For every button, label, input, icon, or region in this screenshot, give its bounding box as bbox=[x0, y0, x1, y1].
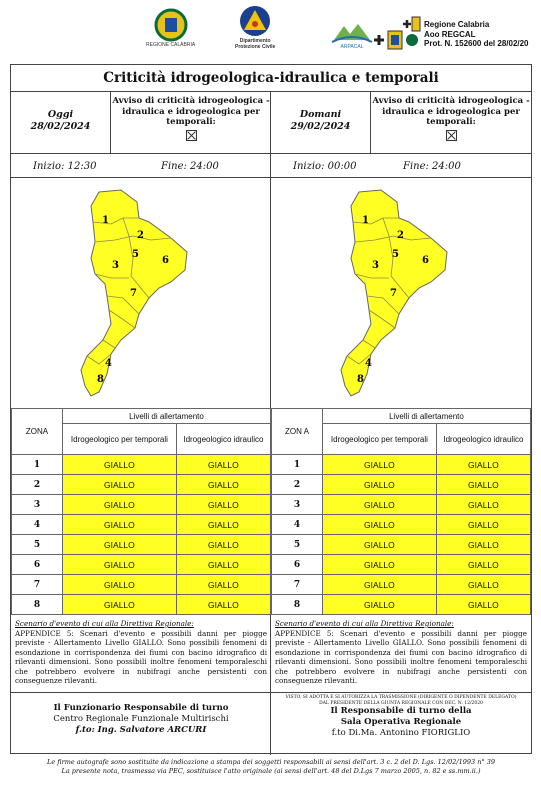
tomorrow-zone-4: 4 bbox=[272, 515, 323, 535]
tomorrow-zone-7-level-2: GIALLO bbox=[436, 575, 530, 595]
tomorrow-map-zone-label-4: 4 bbox=[365, 358, 372, 369]
tomorrow-zone-1-level-2: GIALLO bbox=[436, 455, 530, 475]
today-zone-2-level-2: GIALLO bbox=[176, 475, 270, 495]
today-map-zone-label-8: 8 bbox=[97, 374, 104, 385]
tomorrow-col-idraulico: Idrogeologico idraulico bbox=[436, 424, 530, 455]
tomorrow-scenario-heading: Scenario d'evento di cui alla Direttiva Regionale: bbox=[275, 619, 454, 628]
protezione-civile-emblem-icon bbox=[238, 4, 272, 38]
tomorrow-zone-8-level-1: GIALLO bbox=[323, 595, 437, 615]
tomorrow-map-zone-label-5: 5 bbox=[392, 249, 399, 260]
tomorrow-zona-header: ZON A bbox=[272, 409, 323, 455]
tomorrow-zone-6: 6 bbox=[272, 555, 323, 575]
today-col-idraulico: Idrogeologico idraulico bbox=[176, 424, 270, 455]
footer-right-line1: Il Responsabile di turno della bbox=[330, 706, 472, 716]
tomorrow-map-zone-label-3: 3 bbox=[372, 260, 379, 271]
footer-right-signature: f.to Di.Ma. Antonino FIORIGLIO bbox=[331, 728, 471, 738]
tomorrow-map bbox=[271, 178, 531, 408]
today-start: Inizio: 12:30 bbox=[33, 161, 97, 172]
today-row-8 bbox=[12, 595, 271, 615]
region-line-2: Aoo REGCAL bbox=[424, 29, 476, 39]
today-zone-4-level-1: GIALLO bbox=[63, 515, 177, 535]
today-scenario-heading: Scenario d'evento di cui alla Direttiva Regionale: bbox=[15, 619, 194, 628]
tomorrow-map-zone-label-7: 7 bbox=[390, 288, 397, 299]
today-day-cell bbox=[11, 91, 111, 153]
tomorrow-zone-8-level-2: GIALLO bbox=[436, 595, 530, 615]
tomorrow-zone-3-level-2: GIALLO bbox=[436, 495, 530, 515]
tomorrow-zone-8: 8 bbox=[272, 595, 323, 615]
today-row-7 bbox=[12, 575, 271, 595]
today-zone-5-level-1: GIALLO bbox=[63, 535, 177, 555]
today-avviso-cell bbox=[111, 91, 271, 153]
tomorrow-avviso-text: Avviso di criticità idrogeologica - idraulica e idrogeologica per temporali: bbox=[372, 96, 530, 127]
tomorrow-zone-5: 5 bbox=[272, 535, 323, 555]
footer-left-line1: Il Funzionario Responsabile di turno bbox=[53, 703, 229, 713]
today-calabria-map bbox=[11, 178, 271, 408]
today-zone-5-level-2: GIALLO bbox=[176, 535, 270, 555]
today-zone-5: 5 bbox=[12, 535, 63, 555]
today-avviso-text: Avviso di criticità idrogeologica - idraulica e idrogeologica per temporali: bbox=[112, 96, 270, 127]
today-zone-1-level-1: GIALLO bbox=[63, 455, 177, 475]
today-zone-6-level-1: GIALLO bbox=[63, 555, 177, 575]
tomorrow-end: Fine: 24:00 bbox=[403, 161, 461, 172]
tomorrow-zone-5-level-2: GIALLO bbox=[436, 535, 530, 555]
tomorrow-col-idrogeologico: Idrogeologico per temporali bbox=[323, 424, 437, 455]
tomorrow-start: Inizio: 00:00 bbox=[293, 161, 357, 172]
protocol-block bbox=[424, 20, 529, 49]
today-header bbox=[11, 91, 271, 178]
logo-left-label: REGIONE CALABRIA bbox=[146, 42, 196, 48]
today-zone-3-level-2: GIALLO bbox=[176, 495, 270, 515]
today-scenario bbox=[13, 617, 269, 688]
today-label: Oggi bbox=[47, 109, 74, 120]
footer-right-note: VISTO, SI ADOTTA E SI AUTORIZZA LA TRASMISSIONE (DIRIGENTE O DIPENDENTE DELEGATO) DAL PRESIDENTE DELLA GIUNTA REGIONALE CON DEC. N. 12/2020 bbox=[285, 695, 517, 706]
tomorrow-zone-1: 1 bbox=[272, 455, 323, 475]
today-map-zone-label-2: 2 bbox=[137, 230, 144, 241]
today-map-zone-label-5: 5 bbox=[132, 249, 139, 260]
document-header bbox=[0, 0, 541, 60]
tomorrow-alert-table bbox=[271, 408, 531, 615]
tomorrow-scenario-text: APPENDICE 5: Scenari d'evento e possibili danni per piogge previste - Allertamento Livello GIALLO. Sono possibili fenomeni di esondazione in corrispondenza dei fiumi con bacino idrografico di rilevanti dimensioni. Sono possibili inoltre fenomeni temporaleschi che potrebbero evolvere in nubifragi anche persistenti con conseguenze rilevanti. bbox=[275, 628, 527, 685]
tomorrow-row-6 bbox=[272, 555, 531, 575]
today-zone-8-level-1: GIALLO bbox=[63, 595, 177, 615]
today-row-4 bbox=[12, 515, 271, 535]
tomorrow-zone-4-level-2: GIALLO bbox=[436, 515, 530, 535]
today-zone-7: 7 bbox=[12, 575, 63, 595]
tomorrow-row-7 bbox=[272, 575, 531, 595]
today-zone-7-level-2: GIALLO bbox=[176, 575, 270, 595]
logo-arpacal-label: ARPACAL bbox=[340, 44, 364, 50]
today-zone-8: 8 bbox=[12, 595, 63, 615]
today-date: 28/02/2024 bbox=[30, 121, 91, 132]
tomorrow-avviso-cell bbox=[371, 91, 531, 153]
tomorrow-zone-2-level-2: GIALLO bbox=[436, 475, 530, 495]
tomorrow-zone-7-level-1: GIALLO bbox=[323, 575, 437, 595]
tomorrow-row-1 bbox=[272, 455, 531, 475]
today-zone-4-level-2: GIALLO bbox=[176, 515, 270, 535]
today-zone-4: 4 bbox=[12, 515, 63, 535]
bottom-note-line2: La presente nota, trasmessa via PEC, sostituisce l'atto originale (ai sensi dell'art. 48 del D.Lgs 7 marzo 2005, n. 82 e ss.mm.ii.) bbox=[61, 767, 481, 775]
today-zone-1: 1 bbox=[12, 455, 63, 475]
today-zone-1-level-2: GIALLO bbox=[176, 455, 270, 475]
today-times bbox=[11, 153, 271, 178]
tomorrow-zone-3: 3 bbox=[272, 495, 323, 515]
tomorrow-map-zone-label-8: 8 bbox=[357, 374, 364, 385]
footer-right-line2: Sala Operativa Regionale bbox=[340, 717, 462, 727]
tomorrow-levels-header: Livelli di allertamento bbox=[323, 409, 531, 424]
logo-center-label-1: Dipartimento bbox=[239, 38, 271, 44]
today-map-zone-label-1: 1 bbox=[102, 215, 109, 226]
today-zone-6-level-2: GIALLO bbox=[176, 555, 270, 575]
today-alert-table bbox=[11, 408, 271, 615]
bulletin-title: Criticità idrogeologica-idraulica e temporali bbox=[11, 65, 531, 92]
tomorrow-map-zone-label-2: 2 bbox=[397, 230, 404, 241]
footer-left-signature: f.to: Ing. Salvatore ARCURI bbox=[75, 725, 207, 735]
today-map-zone-label-6: 6 bbox=[162, 255, 169, 266]
tomorrow-row-5 bbox=[272, 535, 531, 555]
tomorrow-label: Domani bbox=[299, 109, 342, 120]
tomorrow-zone-5-level-1: GIALLO bbox=[323, 535, 437, 555]
regione-calabria-emblem-icon bbox=[154, 8, 188, 42]
tomorrow-zone-7: 7 bbox=[272, 575, 323, 595]
tomorrow-zone-4-level-1: GIALLO bbox=[323, 515, 437, 535]
tomorrow-date: 29/02/2024 bbox=[290, 121, 351, 132]
today-avviso-checkbox bbox=[186, 130, 197, 141]
today-end: Fine: 24:00 bbox=[161, 161, 219, 172]
today-zone-3-level-1: GIALLO bbox=[63, 495, 177, 515]
tomorrow-zone-2: 2 bbox=[272, 475, 323, 495]
tomorrow-row-8 bbox=[272, 595, 531, 615]
tomorrow-map-zone-label-1: 1 bbox=[362, 215, 369, 226]
regione-calabria-logo bbox=[146, 8, 195, 48]
today-zone-6: 6 bbox=[12, 555, 63, 575]
today-zone-2-level-1: GIALLO bbox=[63, 475, 177, 495]
footer-left bbox=[11, 692, 271, 755]
tomorrow-zone-1-level-1: GIALLO bbox=[323, 455, 437, 475]
tomorrow-zone-3-level-1: GIALLO bbox=[323, 495, 437, 515]
today-scenario-text: APPENDICE 5: Scenari d'evento e possibili danni per piogge previste - Allertamento Livello GIALLO. Sono possibili fenomeni di esondazione in corrispondenza dei fiumi con bacino idrografico di rilevanti dimensioni. Sono possibili inoltre fenomeni temporaleschi che potrebbero evolvere in nubifragi anche persistenti con conseguenze rilevanti. bbox=[15, 628, 267, 685]
today-row-5 bbox=[12, 535, 271, 555]
bottom-note-line1: Le firme autografe sono sostituite da indicazione a stampa dei soggetti responsabili ai sensi dell'art. 3 c. 2 del D. Lgs. 12/02/1993 n° 39 bbox=[47, 758, 495, 766]
footer-right bbox=[271, 692, 531, 755]
tomorrow-avviso-checkbox bbox=[446, 130, 457, 141]
protocol-number: Prot. N. 152600 del 28/02/20 bbox=[424, 39, 529, 48]
today-row-3 bbox=[12, 495, 271, 515]
tomorrow-calabria-map bbox=[271, 178, 531, 408]
protezione-civile-logo bbox=[235, 4, 275, 50]
today-levels-header: Livelli di allertamento bbox=[63, 409, 271, 424]
tomorrow-row-4 bbox=[272, 515, 531, 535]
today-zone-3: 3 bbox=[12, 495, 63, 515]
bottom-note bbox=[10, 758, 532, 776]
today-row-1 bbox=[12, 455, 271, 475]
today-row-6 bbox=[12, 555, 271, 575]
today-zone-8-level-2: GIALLO bbox=[176, 595, 270, 615]
today-col-idrogeologico: Idrogeologico per temporali bbox=[63, 424, 177, 455]
tomorrow-header bbox=[271, 91, 531, 178]
bulletin-frame bbox=[10, 64, 532, 754]
tomorrow-day-cell bbox=[271, 91, 371, 153]
today-map-zone-label-3: 3 bbox=[112, 260, 119, 271]
tomorrow-zone-6-level-1: GIALLO bbox=[323, 555, 437, 575]
tomorrow-row-3 bbox=[272, 495, 531, 515]
today-map bbox=[11, 178, 271, 408]
today-zone-7-level-1: GIALLO bbox=[63, 575, 177, 595]
footer-left-line2: Centro Regionale Funzionale Multirischi bbox=[53, 714, 229, 724]
today-zone-2: 2 bbox=[12, 475, 63, 495]
region-crest-small-icon bbox=[400, 13, 422, 35]
today-zona-header: ZONA bbox=[12, 409, 63, 455]
tomorrow-zone-6-level-2: GIALLO bbox=[436, 555, 530, 575]
logo-center-label-2: Protezione Civile bbox=[235, 44, 276, 50]
tomorrow-row-2 bbox=[272, 475, 531, 495]
today-map-zone-label-4: 4 bbox=[105, 358, 112, 369]
tomorrow-map-zone-label-6: 6 bbox=[422, 255, 429, 266]
tomorrow-times bbox=[271, 153, 531, 178]
today-row-2 bbox=[12, 475, 271, 495]
region-line-1: Regione Calabria bbox=[424, 20, 490, 29]
today-map-zone-label-7: 7 bbox=[130, 288, 137, 299]
tomorrow-zone-2-level-1: GIALLO bbox=[323, 475, 437, 495]
tomorrow-scenario bbox=[273, 617, 529, 688]
